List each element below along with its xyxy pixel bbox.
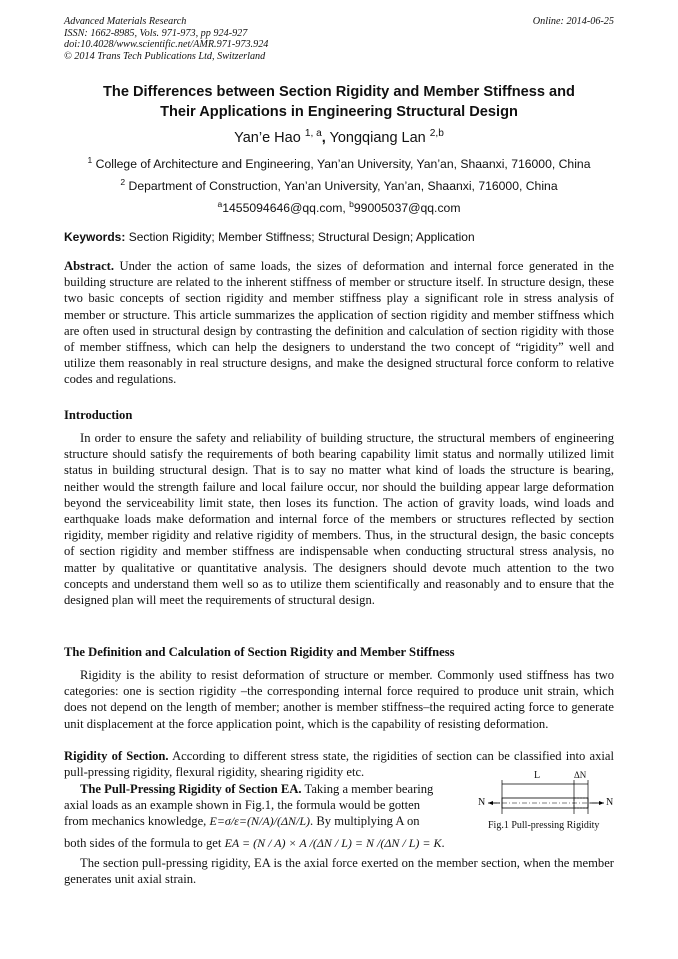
affiliation-2-sup: 2 xyxy=(120,176,126,187)
pull-pressing-line-2: axial loads as an example shown in Fig.1, the formula would be gotten xyxy=(64,798,421,812)
author-1-sup: 1, a xyxy=(304,128,322,140)
pull-pressing-line-3 xyxy=(64,813,474,829)
pull-pressing-text-1: Taking a member bearing xyxy=(304,782,434,796)
pull-pressing-text-3b: . By multiplying A on xyxy=(310,814,420,828)
figure-label-n-right: N xyxy=(606,797,614,808)
formula-modulus: E=σ/ε=(N/A)/(ΔN/L) xyxy=(209,814,311,828)
abstract xyxy=(64,258,614,388)
pull-pressing-text-4b: . xyxy=(441,836,445,850)
pull-pressing-line-1 xyxy=(64,781,472,797)
figure-1 xyxy=(478,770,618,832)
pull-pressing-diagram xyxy=(478,770,618,820)
abstract-label: Abstract. xyxy=(64,259,115,273)
author-2-sup: 2,b xyxy=(429,128,444,140)
email-b: 99005037@qq.com xyxy=(353,201,461,215)
title-line-1: The Differences between Section Rigidity and Member Stiffness and xyxy=(103,84,575,100)
keywords xyxy=(64,230,475,244)
journal-name: Advanced Materials Research xyxy=(64,16,187,27)
author-2: Yongqiang Lan xyxy=(329,130,426,146)
online-date: Online: 2014-06-25 xyxy=(532,16,614,27)
affiliation-1 xyxy=(0,154,678,171)
email-line xyxy=(0,198,678,215)
rigidity-of-section-text: According to different stress state, the rigidities of section can be classified into axial pull-pressing rigidity, flexural rigidity, shearing rigidity etc. xyxy=(64,749,614,780)
email-b-sup: b xyxy=(349,198,354,209)
last-paragraph: The section pull-pressing rigidity, EA is the axial force exerted on the member section, when the member generates unit axial strain. xyxy=(64,856,614,887)
author-separator: , xyxy=(321,130,326,146)
introduction-heading: Introduction xyxy=(64,408,133,422)
author-line xyxy=(0,130,678,146)
affiliation-2 xyxy=(0,176,678,193)
introduction-text: In order to ensure the safety and reliability of building structure, the structural members of engineering structure should satisfy the requirements of both bearing capability limit status and normally utilized limit status in building structural design. That is to say no matter what kind of loads the structure is bearing, neither would the strength failure and local failure occur, nor should the building appear large deformation beyond the serviceability limit state, then loses its function. The action of gravity loads, wind loads and earthquake loads make deformation and internal force of the members or structures reflected by section rigidity, member rigidity and relative rigidity of members. Thus, in the structural design, the basic concepts of section rigidity and member stiffness are indispensable when conducting structural stress analysis, no matter by qualitative or quantitative analysis. The designers should devote much attention to the two concepts and understand them well so as to utilize them scientifically and reasonably and to ensure that the designed plan will meet the requirements of structural design. xyxy=(64,431,614,608)
abstract-text: Under the action of same loads, the sizes of deformation and internal force generated in the building structure are related to the inherent stiffness of member or structure itself. In structure design, these two basic concepts of section rigidity and member stiffness play a significant role in stress analysis of member or structure. This article summarizes the application of section rigidity and member stiffness which are often used in structural design by contrasting the definition and calculation of section rigidity with those of member stiffness, which can help the designers to understand the two concept of “rigidity” well and utilize them reasonably in real structure designs, and make the designed structural force conform to relative codes and regulations. xyxy=(64,259,614,387)
email-a: 1455094646@qq.com, xyxy=(222,201,346,215)
author-1: Yan’e Hao xyxy=(234,130,301,146)
affiliation-2-text: Department of Construction, Yan’an University, Yan’an, Shaanxi, 716000, China xyxy=(128,179,558,193)
left-force-arrow-icon xyxy=(488,801,493,805)
right-force-arrow-icon xyxy=(599,801,604,805)
keywords-label: Keywords: xyxy=(64,230,126,244)
definition-heading: The Definition and Calculation of Section Rigidity and Member Stiffness xyxy=(64,645,455,659)
doi-line: doi:10.4028/www.scientific.net/AMR.971-973.924 xyxy=(64,39,269,51)
title-line-2: Their Applications in Engineering Structural Design xyxy=(160,104,518,120)
copyright-line: © 2014 Trans Tech Publications Ltd, Switzerland xyxy=(64,50,266,62)
pull-pressing-line-4 xyxy=(64,835,484,851)
rigidity-of-section-label: Rigidity of Section. xyxy=(64,749,169,763)
figure-label-elongation: ΔN xyxy=(574,770,587,780)
affiliation-1-text: College of Architecture and Engineering, Yan’an University, Yan’an, Shaanxi, 716000, China xyxy=(95,157,591,171)
pull-pressing-label: The Pull-Pressing Rigidity of Section EA. xyxy=(80,782,302,796)
affiliation-1-sup: 1 xyxy=(87,154,93,165)
journal-header xyxy=(64,16,268,62)
formula-rigidity: EA = (N / A) × A /(ΔN / L) = N /(ΔN / L) = K xyxy=(224,836,442,850)
issn-line: ISSN: 1662-8985, Vols. 971-973, pp 924-927 xyxy=(64,27,248,39)
paper-title xyxy=(70,82,608,122)
pull-pressing-text-4a: both sides of the formula to get xyxy=(64,836,222,850)
rigidity-intro: Rigidity is the ability to resist deformation of structure or member. Commonly used stiffness has two categories: one is section rigidity –the corresponding internal force required to produce unit strain, which does not depend on the length of member; another is member stiffness–the required acting force to generate unit displacement at the force application point, which is the capability of resisting deformation. xyxy=(64,668,614,731)
figure-caption: Fig.1 Pull-pressing Rigidity xyxy=(488,820,600,831)
keywords-text: Section Rigidity; Member Stiffness; Structural Design; Application xyxy=(128,230,475,244)
figure-label-n-left: N xyxy=(478,797,486,808)
pull-pressing-text-3a: from mechanics knowledge, xyxy=(64,814,207,828)
figure-label-length: L xyxy=(534,770,541,781)
email-a-sup: a xyxy=(217,198,223,209)
